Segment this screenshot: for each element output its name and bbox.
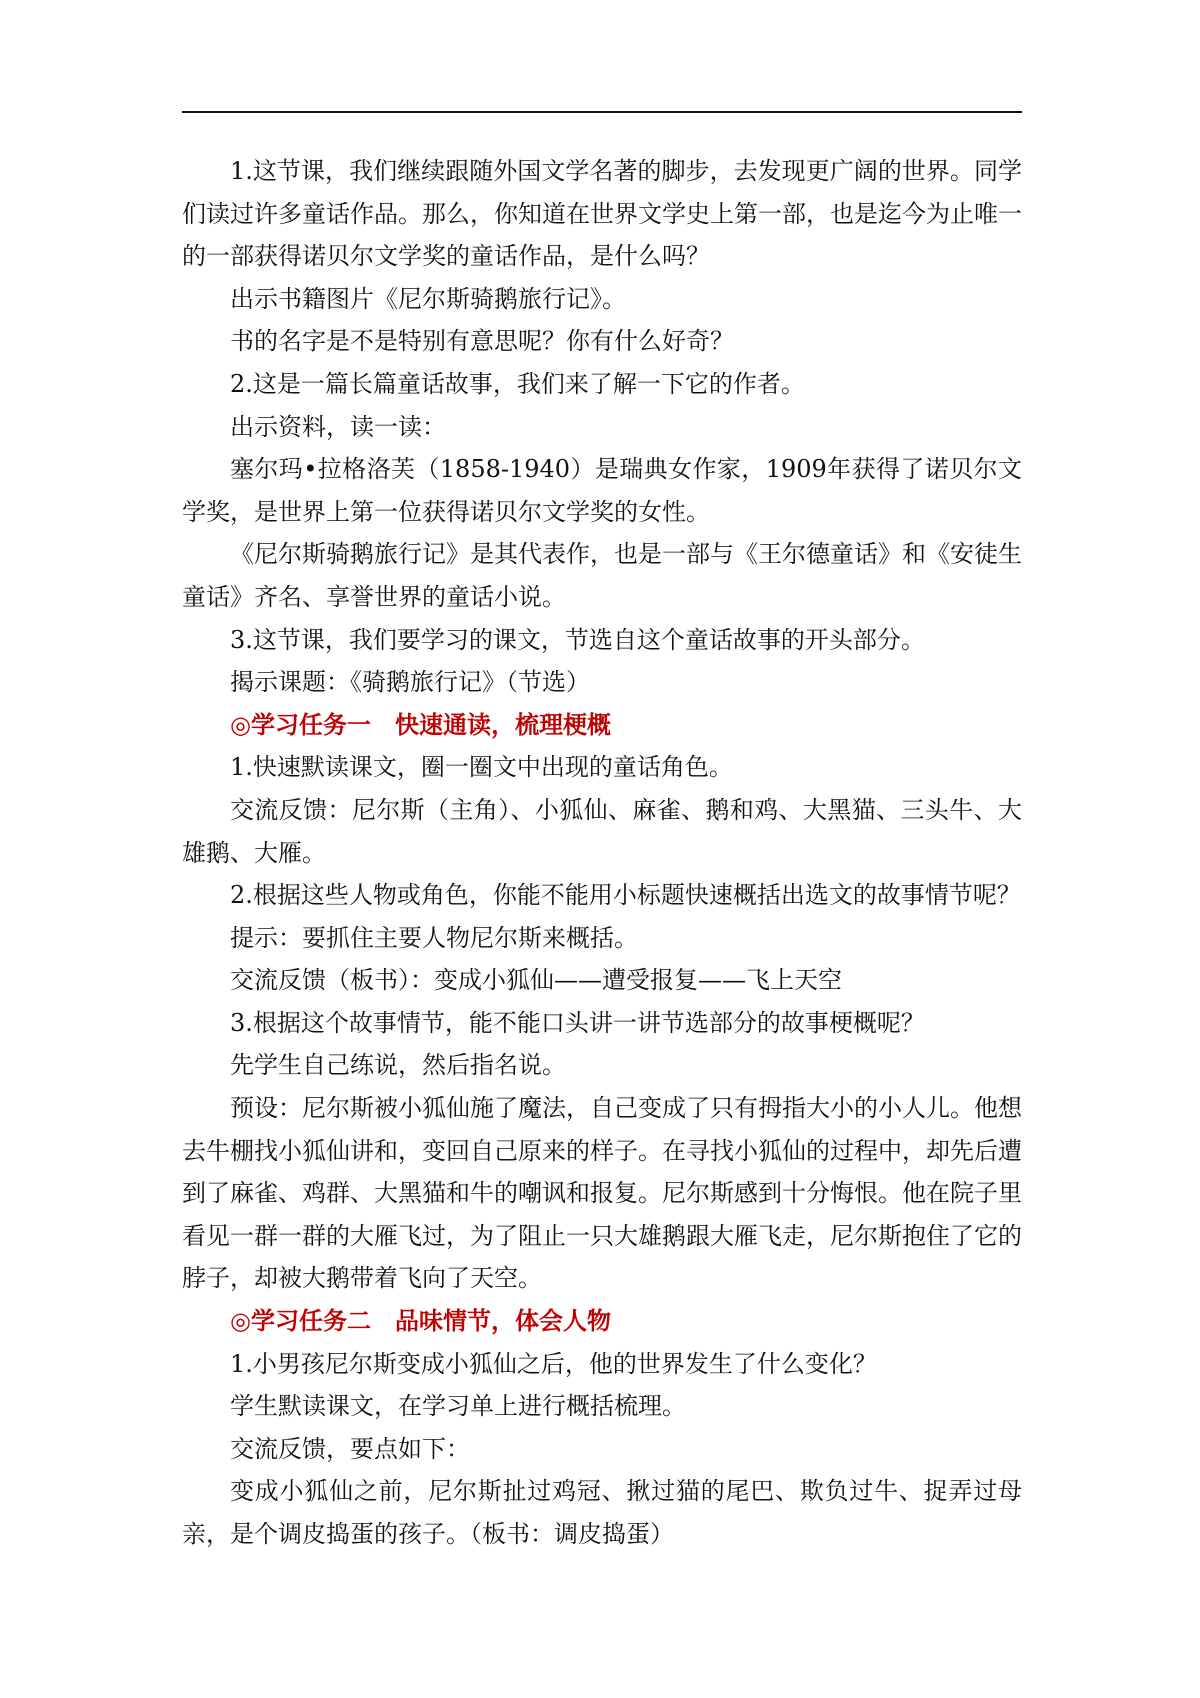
paragraph: 交流反馈（板书）：变成小狐仙——遭受报复——飞上天空 xyxy=(230,966,842,995)
paragraph: 学生默读课文，在学习单上进行概括梳理。 xyxy=(230,1392,686,1421)
section-heading: ◎学习任务一 快速通读，梳理梗概 xyxy=(230,709,611,739)
paragraph: 1.小男孩尼尔斯变成小狐仙之后，他的世界发生了什么变化？ xyxy=(230,1349,877,1378)
paragraph: 交流反馈，要点如下： xyxy=(230,1434,470,1463)
paragraph: 2.这是一篇长篇童话故事，我们来了解一下它的作者。 xyxy=(230,369,805,398)
paragraph: 揭示课题：《骑鹅旅行记》（节选） xyxy=(230,668,590,697)
paragraph: 1.快速默读课文，圈一圈文中出现的童话角色。 xyxy=(230,753,733,782)
section-heading: ◎学习任务二 品味情节，体会人物 xyxy=(230,1306,611,1336)
paragraph: 1.这节课，我们继续跟随外国文学名著的脚步，去发现更广阔的世界。同学们读过许多童话作品。那么，你知道在世界文学史上第一部，也是迄今为止唯一的一部获得诺贝尔文学奖的童话作品，是什么吗？ xyxy=(182,157,1022,271)
paragraph: 出示资料，读一读： xyxy=(230,412,446,441)
paragraph: 先学生自己练说，然后指名说。 xyxy=(230,1051,566,1080)
paragraph: 书的名字是不是特别有意思呢？你有什么好奇？ xyxy=(230,327,734,356)
paragraph: 提示：要抓住主要人物尼尔斯来概括。 xyxy=(230,923,638,952)
paragraph: 《尼尔斯骑鹅旅行记》是其代表作，也是一部与《王尔德童话》和《安徒生童话》齐名、享誉世界的童话小说。 xyxy=(182,540,1022,611)
paragraph: 变成小狐仙之前，尼尔斯扯过鸡冠、揪过猫的尾巴、欺负过牛、捉弄过母亲，是个调皮捣蛋的孩子。（板书：调皮捣蛋） xyxy=(182,1477,1022,1548)
paragraph: 塞尔玛•拉格洛芙（1858-1940）是瑞典女作家，1909年获得了诺贝尔文学奖，是世界上第一位获得诺贝尔文学奖的女性。 xyxy=(182,455,1022,526)
paragraph: 2.根据这些人物或角色，你能不能用小标题快速概括出选文的故事情节呢？ xyxy=(230,881,1021,910)
paragraph: 交流反馈：尼尔斯（主角）、小狐仙、麻雀、鹅和鸡、大黑猫、三头牛、大雄鹅、大雁。 xyxy=(182,795,1022,867)
paragraph: 3.根据这个故事情节，能不能口头讲一讲节选部分的故事梗概呢？ xyxy=(230,1008,925,1037)
paragraph: 出示书籍图片《尼尔斯骑鹅旅行记》。 xyxy=(230,284,626,313)
header-rule xyxy=(182,111,1022,113)
paragraph: 预设：尼尔斯被小狐仙施了魔法，自己变成了只有拇指大小的小人儿。他想去牛棚找小狐仙讲和，变回自己原来的样子。在寻找小狐仙的过程中，却先后遭到了麻雀、鸡群、大黑猫和牛的嘲讽和报复。尼尔斯感到十分悔恨。他在院子里看见一群一群的大雁飞过，为了阻止一只大雄鹅跟大雁飞走，尼尔斯抱住了它的脖子，却被大鹅带着飞向了天空。 xyxy=(182,1094,1022,1293)
paragraph: 3.这节课，我们要学习的课文，节选自这个童话故事的开头部分。 xyxy=(230,625,925,654)
document-body xyxy=(182,150,1022,1556)
